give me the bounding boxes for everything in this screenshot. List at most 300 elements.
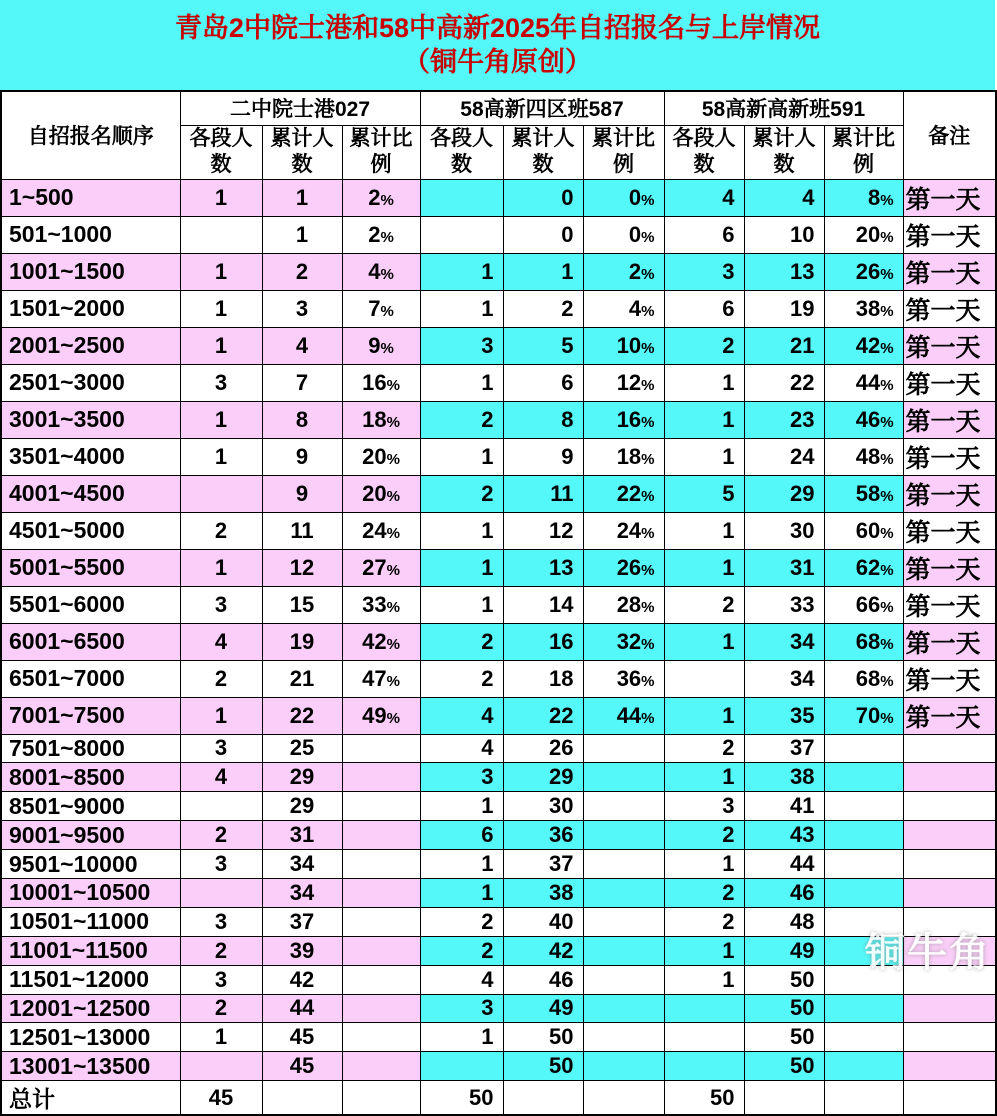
data-cell: 19 [744,290,824,327]
data-cell: 58% [824,475,903,512]
data-cell: 18 [503,660,583,697]
data-cell: 8% [824,179,903,216]
data-cell: 8 [262,401,342,438]
data-cell [420,216,503,253]
data-cell [583,1081,664,1116]
table-row [1,512,996,549]
row-range-cell: 2501~3000 [1,364,180,401]
data-cell: 45 [262,1052,342,1081]
subcolumn-header: 累计人数 [503,125,583,179]
data-cell [824,1052,903,1081]
data-cell: 4 [744,179,824,216]
data-cell [583,821,664,850]
data-cell: 1 [180,290,262,327]
data-cell: 2 [420,660,503,697]
data-cell: 40 [503,907,583,936]
table-row [1,965,996,994]
percent-sign: % [880,339,894,357]
data-cell [583,907,664,936]
data-cell: 24 [744,438,824,475]
percent-sign: % [880,709,894,727]
table-row [1,850,996,879]
data-cell [420,179,503,216]
remark-cell: 第一天 [903,401,996,438]
subcolumn-header: 累计人数 [744,125,824,179]
percent-sign: % [880,376,894,394]
data-cell: 3 [664,253,744,290]
data-cell: 36 [503,821,583,850]
data-cell: 14 [503,586,583,623]
table-row [1,763,996,792]
data-cell: 1 [664,697,744,734]
data-cell: 1 [664,763,744,792]
data-cell [342,1052,420,1081]
data-cell: 50 [503,1052,583,1081]
percent-sign: % [641,561,655,579]
table-row [1,792,996,821]
data-cell: 9 [262,475,342,512]
data-cell: 62% [824,549,903,586]
percent-sign: % [641,672,655,690]
data-cell: 5 [664,475,744,512]
data-cell: 26 [503,734,583,763]
row-range-cell: 7501~8000 [1,734,180,763]
data-cell [342,907,420,936]
data-cell: 46 [503,965,583,994]
data-cell: 48% [824,438,903,475]
data-cell [824,907,903,936]
row-range-cell: 3001~3500 [1,401,180,438]
data-cell: 41 [744,792,824,821]
data-cell: 31 [744,549,824,586]
data-cell [824,965,903,994]
data-cell: 38 [503,878,583,907]
table-row [1,994,996,1023]
data-cell: 26% [583,549,664,586]
data-cell: 3 [420,327,503,364]
percent-sign: % [880,635,894,653]
data-cell: 2 [664,734,744,763]
data-cell: 27% [342,549,420,586]
column-group-school-1: 二中院士港027 [180,91,420,125]
data-cell: 22 [744,364,824,401]
percent-sign: % [880,302,894,320]
total-row [1,1081,996,1116]
data-cell: 22 [503,697,583,734]
remark-cell: 第一天 [903,179,996,216]
remark-cell [903,965,996,994]
data-cell [583,850,664,879]
subcolumn-header: 累计比例 [583,125,664,179]
data-cell: 11 [262,512,342,549]
data-cell: 38 [744,763,824,792]
data-cell: 3 [420,763,503,792]
data-cell: 20% [824,216,903,253]
percent-sign: % [641,302,655,320]
data-cell [342,821,420,850]
data-cell: 26% [824,253,903,290]
data-cell [180,878,262,907]
remark-cell: 第一天 [903,216,996,253]
data-cell: 13 [503,549,583,586]
data-cell: 45 [262,1023,342,1052]
remark-cell [903,850,996,879]
data-cell: 50 [744,994,824,1023]
data-cell: 16 [503,623,583,660]
row-range-cell: 3501~4000 [1,438,180,475]
data-cell [583,965,664,994]
data-cell: 0 [503,216,583,253]
data-cell: 50 [744,1023,824,1052]
data-cell [824,936,903,965]
remark-cell: 第一天 [903,290,996,327]
data-cell: 2 [180,821,262,850]
percent-sign: % [641,709,655,727]
table-row [1,401,996,438]
data-cell: 39 [262,936,342,965]
remark-cell: 第一天 [903,438,996,475]
data-cell: 20% [342,438,420,475]
data-cell: 44% [583,697,664,734]
data-cell: 42% [342,623,420,660]
data-cell: 2% [583,253,664,290]
percent-sign: % [641,487,655,505]
data-cell: 2% [342,179,420,216]
percent-sign: % [641,413,655,431]
percent-sign: % [386,524,400,542]
data-cell [583,936,664,965]
data-cell: 44 [744,850,824,879]
data-cell: 2 [262,253,342,290]
data-cell [583,1023,664,1052]
data-cell: 37 [744,734,824,763]
table-row [1,697,996,734]
percent-sign: % [380,191,394,209]
table-header [1,91,996,179]
percent-sign: % [386,598,400,616]
row-range-cell: 1501~2000 [1,290,180,327]
data-cell: 33 [744,586,824,623]
subcolumn-header: 累计人数 [262,125,342,179]
subcolumn-header: 各段人数 [180,125,262,179]
data-cell: 49% [342,697,420,734]
percent-sign: % [880,191,894,209]
data-cell: 2 [180,994,262,1023]
header-group-row [1,91,996,125]
data-cell: 6 [664,216,744,253]
data-cell: 9 [262,438,342,475]
percent-sign: % [386,672,400,690]
data-cell: 3 [664,792,744,821]
percent-sign: % [880,413,894,431]
data-cell: 2 [664,586,744,623]
data-cell: 0% [583,216,664,253]
percent-sign: % [641,339,655,357]
data-cell [262,1081,342,1116]
data-cell [824,994,903,1023]
data-cell: 12% [583,364,664,401]
data-cell: 1 [420,438,503,475]
percent-sign: % [641,635,655,653]
data-cell: 2% [342,216,420,253]
data-cell: 1 [503,253,583,290]
data-cell: 42 [262,965,342,994]
table-row [1,821,996,850]
data-cell: 2 [664,907,744,936]
data-cell: 50 [664,1081,744,1116]
data-cell: 11 [503,475,583,512]
data-cell: 23 [744,401,824,438]
data-cell: 50 [503,1023,583,1052]
data-cell: 7 [262,364,342,401]
percent-sign: % [880,672,894,690]
table-row [1,216,996,253]
row-range-cell: 8501~9000 [1,792,180,821]
data-cell: 1 [664,623,744,660]
table-row [1,1023,996,1052]
table-row [1,290,996,327]
data-cell: 47% [342,660,420,697]
data-cell: 49 [744,936,824,965]
data-cell [342,1023,420,1052]
remark-cell [903,792,996,821]
percent-sign: % [380,339,394,357]
data-cell: 29 [503,763,583,792]
data-cell: 1 [664,401,744,438]
data-cell: 35 [744,697,824,734]
subcolumn-header: 各段人数 [664,125,744,179]
data-cell: 29 [262,792,342,821]
data-cell: 1 [180,697,262,734]
row-range-cell: 501~1000 [1,216,180,253]
data-cell [583,1052,664,1081]
row-range-cell: 8001~8500 [1,763,180,792]
row-range-cell: 7001~7500 [1,697,180,734]
data-cell [664,994,744,1023]
percent-sign: % [641,450,655,468]
remark-cell [903,763,996,792]
row-range-cell: 11001~11500 [1,936,180,965]
data-cell: 46% [824,401,903,438]
data-cell: 33% [342,586,420,623]
percent-sign: % [386,561,400,579]
column-header-remark: 备注 [903,91,996,179]
data-cell: 25 [262,734,342,763]
data-cell: 1 [420,586,503,623]
table-row [1,549,996,586]
percent-sign: % [386,413,400,431]
data-cell: 18% [342,401,420,438]
table-row [1,878,996,907]
data-cell: 1 [664,512,744,549]
percent-sign: % [641,376,655,394]
data-cell [420,1052,503,1081]
table-row [1,734,996,763]
data-cell: 1 [664,438,744,475]
data-cell: 1 [664,936,744,965]
data-cell: 7% [342,290,420,327]
data-cell: 3 [180,907,262,936]
table-row [1,179,996,216]
data-cell: 42 [503,936,583,965]
data-cell: 1 [664,850,744,879]
data-cell [180,216,262,253]
table-row [1,364,996,401]
data-cell: 6 [664,290,744,327]
data-cell: 22 [262,697,342,734]
data-cell [824,734,903,763]
table-body [1,179,996,1115]
page-title: 青岛2中院士港和58中高新2025年自招报名与上岸情况 [174,13,821,43]
data-cell: 3 [180,850,262,879]
data-cell: 22% [583,475,664,512]
data-cell: 9% [342,327,420,364]
data-cell: 1 [180,253,262,290]
data-cell: 12 [262,549,342,586]
data-cell: 4 [180,623,262,660]
data-cell [824,878,903,907]
row-range-cell: 12001~12500 [1,994,180,1023]
remark-cell: 第一天 [903,364,996,401]
row-range-cell: 5001~5500 [1,549,180,586]
subcolumn-header: 累计比例 [342,125,420,179]
data-cell: 49 [503,994,583,1023]
data-cell: 0 [503,179,583,216]
table-row [1,1052,996,1081]
column-group-school-3: 58高新高新班591 [664,91,903,125]
table-row [1,327,996,364]
data-cell [342,1081,420,1116]
data-cell: 18% [583,438,664,475]
row-range-cell: 10001~10500 [1,878,180,907]
percent-sign: % [880,265,894,283]
data-cell [824,850,903,879]
data-cell: 68% [824,660,903,697]
subcolumn-header: 各段人数 [420,125,503,179]
data-cell: 1 [420,253,503,290]
data-cell [180,792,262,821]
data-cell [342,850,420,879]
percent-sign: % [641,265,655,283]
data-cell [824,792,903,821]
data-cell [824,763,903,792]
remark-cell [903,1081,996,1116]
percent-sign: % [880,524,894,542]
data-cell: 3 [420,994,503,1023]
percent-sign: % [641,524,655,542]
remark-cell: 第一天 [903,586,996,623]
data-cell [664,1052,744,1081]
data-cell: 60% [824,512,903,549]
remark-cell: 第一天 [903,697,996,734]
remark-cell: 第一天 [903,253,996,290]
row-range-cell: 6501~7000 [1,660,180,697]
data-cell: 2 [420,623,503,660]
remark-cell [903,1023,996,1052]
data-cell: 2 [664,878,744,907]
percent-sign: % [641,191,655,209]
data-cell [824,1081,903,1116]
data-cell: 45 [180,1081,262,1116]
data-cell [744,1081,824,1116]
data-cell: 2 [180,660,262,697]
remark-cell [903,1052,996,1081]
row-range-cell: 12501~13000 [1,1023,180,1052]
data-cell [503,1081,583,1116]
row-range-cell: 2001~2500 [1,327,180,364]
table-row [1,660,996,697]
page-subtitle: （铜牛角原创） [403,47,592,77]
table-row [1,586,996,623]
percent-sign: % [641,228,655,246]
data-cell: 16% [583,401,664,438]
data-cell: 1 [420,878,503,907]
remark-cell: 第一天 [903,660,996,697]
data-cell: 30 [503,792,583,821]
data-cell: 4 [420,734,503,763]
row-range-cell: 11501~12000 [1,965,180,994]
data-cell: 2 [180,512,262,549]
data-cell: 21 [262,660,342,697]
data-cell [583,792,664,821]
data-cell: 24% [583,512,664,549]
data-cell: 34 [744,623,824,660]
data-cell: 50 [420,1081,503,1116]
data-cell: 48 [744,907,824,936]
row-range-cell: 9501~10000 [1,850,180,879]
data-cell: 1 [420,1023,503,1052]
data-cell: 4 [180,763,262,792]
percent-sign: % [880,561,894,579]
data-cell: 29 [262,763,342,792]
data-cell: 46 [744,878,824,907]
data-cell: 12 [503,512,583,549]
data-cell [180,1052,262,1081]
data-cell: 50 [744,965,824,994]
data-cell: 2 [420,907,503,936]
subcolumn-header: 累计比例 [824,125,903,179]
column-group-school-2: 58高新四区班587 [420,91,664,125]
data-cell: 10% [583,327,664,364]
data-cell: 6 [503,364,583,401]
data-cell: 28% [583,586,664,623]
remark-cell [903,907,996,936]
remark-cell: 第一天 [903,549,996,586]
title-banner [0,0,995,90]
percent-sign: % [386,709,400,727]
data-cell: 1 [420,792,503,821]
percent-sign: % [380,265,394,283]
data-cell: 44 [262,994,342,1023]
data-cell: 1 [262,216,342,253]
data-cell: 3 [180,734,262,763]
row-range-cell: 9001~9500 [1,821,180,850]
data-cell: 4 [420,965,503,994]
total-label-cell: 总计 [1,1081,180,1116]
data-cell: 2 [664,327,744,364]
data-cell: 21 [744,327,824,364]
data-cell: 30 [744,512,824,549]
data-cell: 34 [262,878,342,907]
data-cell: 42% [824,327,903,364]
data-cell: 2 [180,936,262,965]
row-range-cell: 1~500 [1,179,180,216]
remark-cell [903,878,996,907]
data-cell [583,994,664,1023]
data-cell: 37 [262,907,342,936]
data-cell: 37 [503,850,583,879]
data-cell: 2 [420,475,503,512]
